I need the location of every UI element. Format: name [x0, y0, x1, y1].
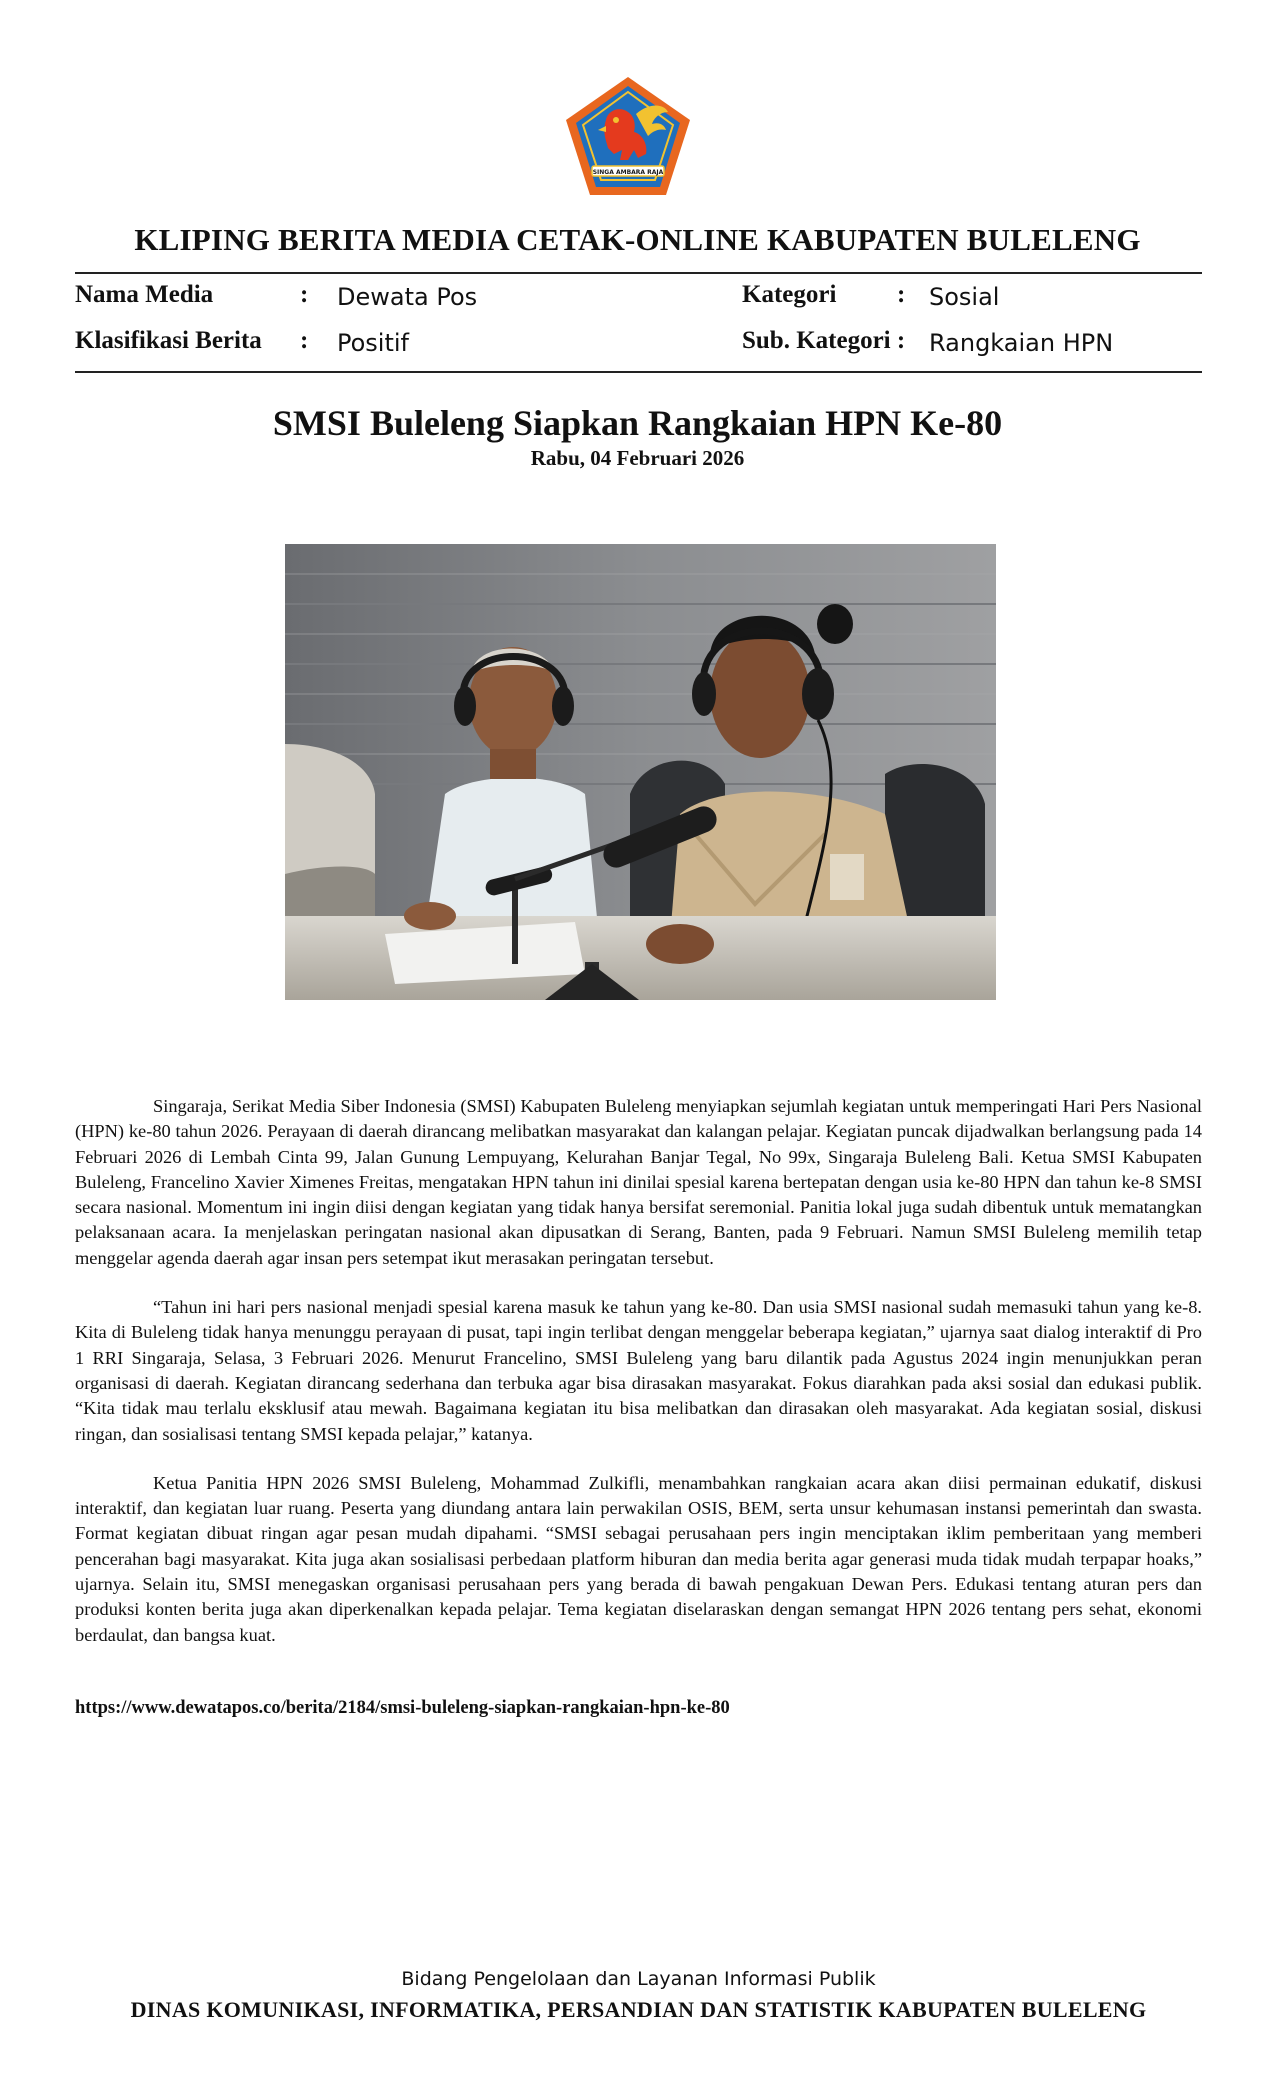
- article-paragraph: Ketua Panitia HPN 2026 SMSI Buleleng, Mohammad Zulkifli, menambahkan rangkaian acara akan diisi permainan edukatif, diskusi interaktif, dan kegiatan luar ruang. Peserta yang diundang antara lain perwakilan OSIS, BEM, serta unsur kehumasan instansi pemerintah dan swasta. Format kegiatan dibuat ringan agar pesan mudah dipahami. “SMSI sebagai perusahaan pers ingin menciptakan iklim pemberitaan yang memberi pencerahan bagi masyarakat. Kita juga akan sosialisasi perbedaan platform hiburan dan media berita agar generasi muda tidak mudah terpapar hoaks,” ujarnya. Selain itu, SMSI menegaskan organisasi perusahaan pers yang berada di bawah pengakuan Dewan Pers. Edukasi tentang aturan pers dan produksi konten berita juga akan diperkenalkan kepada pelajar. Tema kegiatan diselaraskan dengan semangat HPN 2026 tentang pers sehat, ekonomi berdaulat, dan bangsa kuat.: [75, 1472, 1202, 1645]
- footer-unit: Bidang Pengelolaan dan Layanan Informasi Publik: [401, 1968, 876, 1990]
- sub-kategori-label: Sub. Kategori :: [742, 327, 906, 354]
- kategori-label: Kategori: [742, 281, 837, 308]
- article-paragraph: “Tahun ini hari pers nasional menjadi spesial karena masuk ke tahun yang ke-80. Dan usia SMSI nasional sudah memasuki tahun yang ke-8. Kita di Buleleng tidak hanya menunggu perayaan di pusat, tapi ingin terlibat dengan menggelar beberapa kegiatan,” ujarnya saat dialog interaktif di Pro 1 RRI Singaraja, Selasa, 3 Februari 2026. Menurut Francelino, SMSI Buleleng yang baru dilantik pada Agustus 2024 ingin menunjukkan peran organisasi di daerah. Kegiatan dirancang sederhana dan terbuka agar bisa dirasakan masyarakat. Fokus diarahkan pada aksi sosial dan edukasi publik. “Kita tidak mau terlalu eksklusif atau mewah. Bagaimana kegiatan itu bisa melibatkan dan dirasakan oleh masyarakat. Ada kegiatan sosial, diskusi ringan, dan sosialisasi tentang SMSI kepada pelajar,” katanya.: [75, 1297, 1202, 1444]
- emblem-motto: SINGA AMBARA RAJA: [592, 169, 664, 176]
- article-title: SMSI Buleleng Siapkan Rangkaian HPN Ke-80: [272, 403, 1003, 443]
- article-photo: [285, 544, 996, 1000]
- kategori-separator: :: [897, 281, 906, 308]
- sub-kategori-value: Rangkaian HPN: [929, 329, 1114, 357]
- article-paragraph: Singaraja, Serikat Media Siber Indonesia (SMSI) Kabupaten Buleleng menyiapkan sejumlah kegiatan untuk memperingati Hari Pers Nasional (HPN) ke-80 tahun 2026. Perayaan di daerah dirancang melibatkan masyarakat dan kalangan pelajar. Kegiatan puncak dijadwalkan berlangsung pada 14 Februari 2026 di Lembah Cinta 99, Jalan Gunung Lempuyang, Kelurahan Banjar Tegal, No 99x, Singaraja Buleleng Bali. Ketua SMSI Kabupaten Buleleng, Francelino Xavier Ximenes Freitas, mengatakan HPN tahun ini dinilai spesial karena bertepatan dengan usia ke-80 HPN dan tahun ke-8 SMSI secara nasional. Momentum ini ingin diisi dengan kegiatan yang tidak hanya bersifat seremonial. Panitia lokal juga sudah dibentuk untuk mematangkan pelaksanaan acara. Ia menjelaskan peringatan nasional akan dipusatkan di Serang, Banten, pada 9 Februari. Namun SMSI Buleleng memilih tetap menggelar agenda daerah agar insan pers setempat ikut merasakan peringatan tersebut.: [75, 1096, 1202, 1268]
- source-url-link[interactable]: https://www.dewatapos.co/berita/2184/smsi-buleleng-siapkan-rangkaian-hpn-ke-80: [75, 1698, 730, 1718]
- nama-media-separator: :: [300, 281, 309, 308]
- nama-media-label: Nama Media: [75, 281, 214, 308]
- article-body: [75, 1094, 1202, 1672]
- document-heading: KLIPING BERITA MEDIA CETAK-ONLINE KABUPATEN BULELENG: [134, 222, 1141, 257]
- article-date: Rabu, 04 Februari 2026: [530, 446, 745, 470]
- top-divider: [75, 272, 1202, 274]
- footer-organization: DINAS KOMUNIKASI, INFORMATIKA, PERSANDIAN DAN STATISTIK KABUPATEN BULELENG: [130, 1997, 1147, 2022]
- nama-media-value: Dewata Pos: [337, 283, 478, 311]
- buleleng-regency-emblem-icon: [562, 74, 694, 198]
- kategori-value: Sosial: [929, 283, 1000, 311]
- klasifikasi-separator: :: [300, 327, 309, 354]
- bottom-divider: [75, 371, 1202, 373]
- klasifikasi-label: Klasifikasi Berita: [75, 327, 262, 354]
- klasifikasi-value: Positif: [337, 329, 409, 357]
